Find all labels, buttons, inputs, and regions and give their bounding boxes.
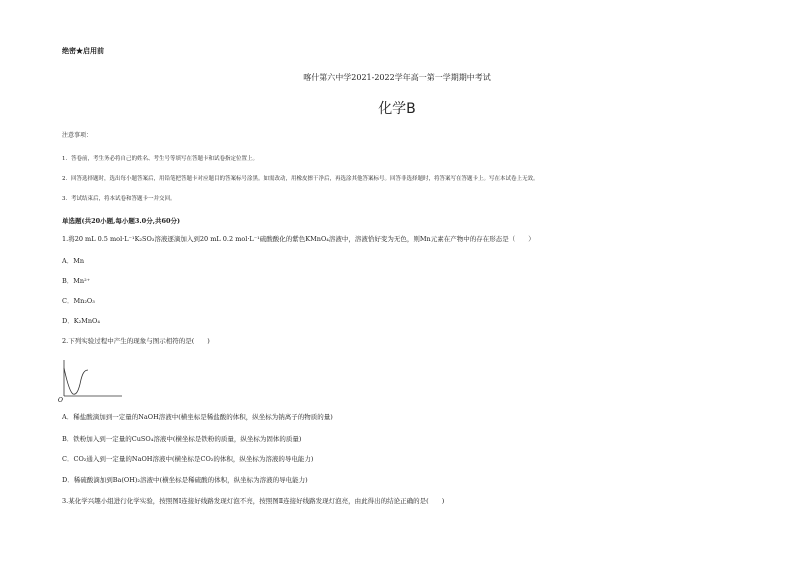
q2-option-d: D．稀硫酸滴加到Ba(OH)₂溶液中(横坐标是稀硫酸的体积，纵坐标为溶液的导电能力) xyxy=(62,476,308,484)
curve xyxy=(64,368,88,394)
confidential-mark: 绝密★启用前 xyxy=(62,46,104,55)
subject-title: 化学B xyxy=(378,101,416,117)
exam-title: 喀什第六中学2021-2022学年高一第一学期期中考试 xyxy=(303,73,491,82)
q1-option-d: D．K₂MnO₄ xyxy=(62,317,100,325)
note-item: 2．回答选择题时，选出每小题答案后，用铅笔把答题卡对应题目的答案标号涂黑。如需改动，用橡皮擦干净后，再选涂其他答案标号。回答非选择题时，将答案写在答题卡上。写在本试卷上无效。 xyxy=(62,176,539,182)
section-title: 单选题(共20小题,每小题3.0分,共60分) xyxy=(62,217,181,225)
note-item: 1．答卷前，考生务必将自己的姓名、考生号等填写在答题卡和试卷指定位置上。 xyxy=(62,156,259,162)
q1-option-a: A．Mn xyxy=(62,257,85,265)
question-1-stem: 1.将20 mL 0.5 mol·L⁻¹K₂SO₃溶液逐滴加入到20 mL 0.2 mol·L⁻¹硫酸酸化的紫色KMnO₄溶液中，溶液恰好变为无色，则Mn元素在产物中的存在形态是（ ） xyxy=(62,235,535,243)
question-3-stem: 3.某化学兴趣小组进行化学实验，按照图Ⅰ连接好线路发现灯泡不亮，按照图Ⅱ连接好线路发现灯泡亮，由此得出的结论正确的是( ) xyxy=(62,497,445,505)
q2-option-c: C．CO₂通入到一定量的NaOH溶液中(横坐标是CO₂的体积，纵坐标为溶液的导电能力) xyxy=(62,455,314,463)
notes-heading: 注意事项： xyxy=(62,132,93,139)
q2-option-b: B．铁粉加入到一定量的CuSO₄溶液中(横坐标是铁粉的质量，纵坐标为固体的质量) xyxy=(62,435,302,443)
q2-graph xyxy=(58,358,124,404)
question-2-stem: 2.下列实验过程中产生的现象与图示相符的是( ) xyxy=(62,337,210,345)
origin-label: O xyxy=(58,397,63,404)
q2-option-a: A．稀盐酸滴加到一定量的NaOH溶液中(横坐标是稀盐酸的体积，纵坐标为钠离子的物质的量) xyxy=(62,413,333,421)
q1-option-b: B．Mn²⁺ xyxy=(62,277,91,285)
q1-option-c: C．Mn₂O₃ xyxy=(62,297,95,305)
note-item: 3．考试结束后，将本试卷和答题卡一并交回。 xyxy=(62,196,176,202)
